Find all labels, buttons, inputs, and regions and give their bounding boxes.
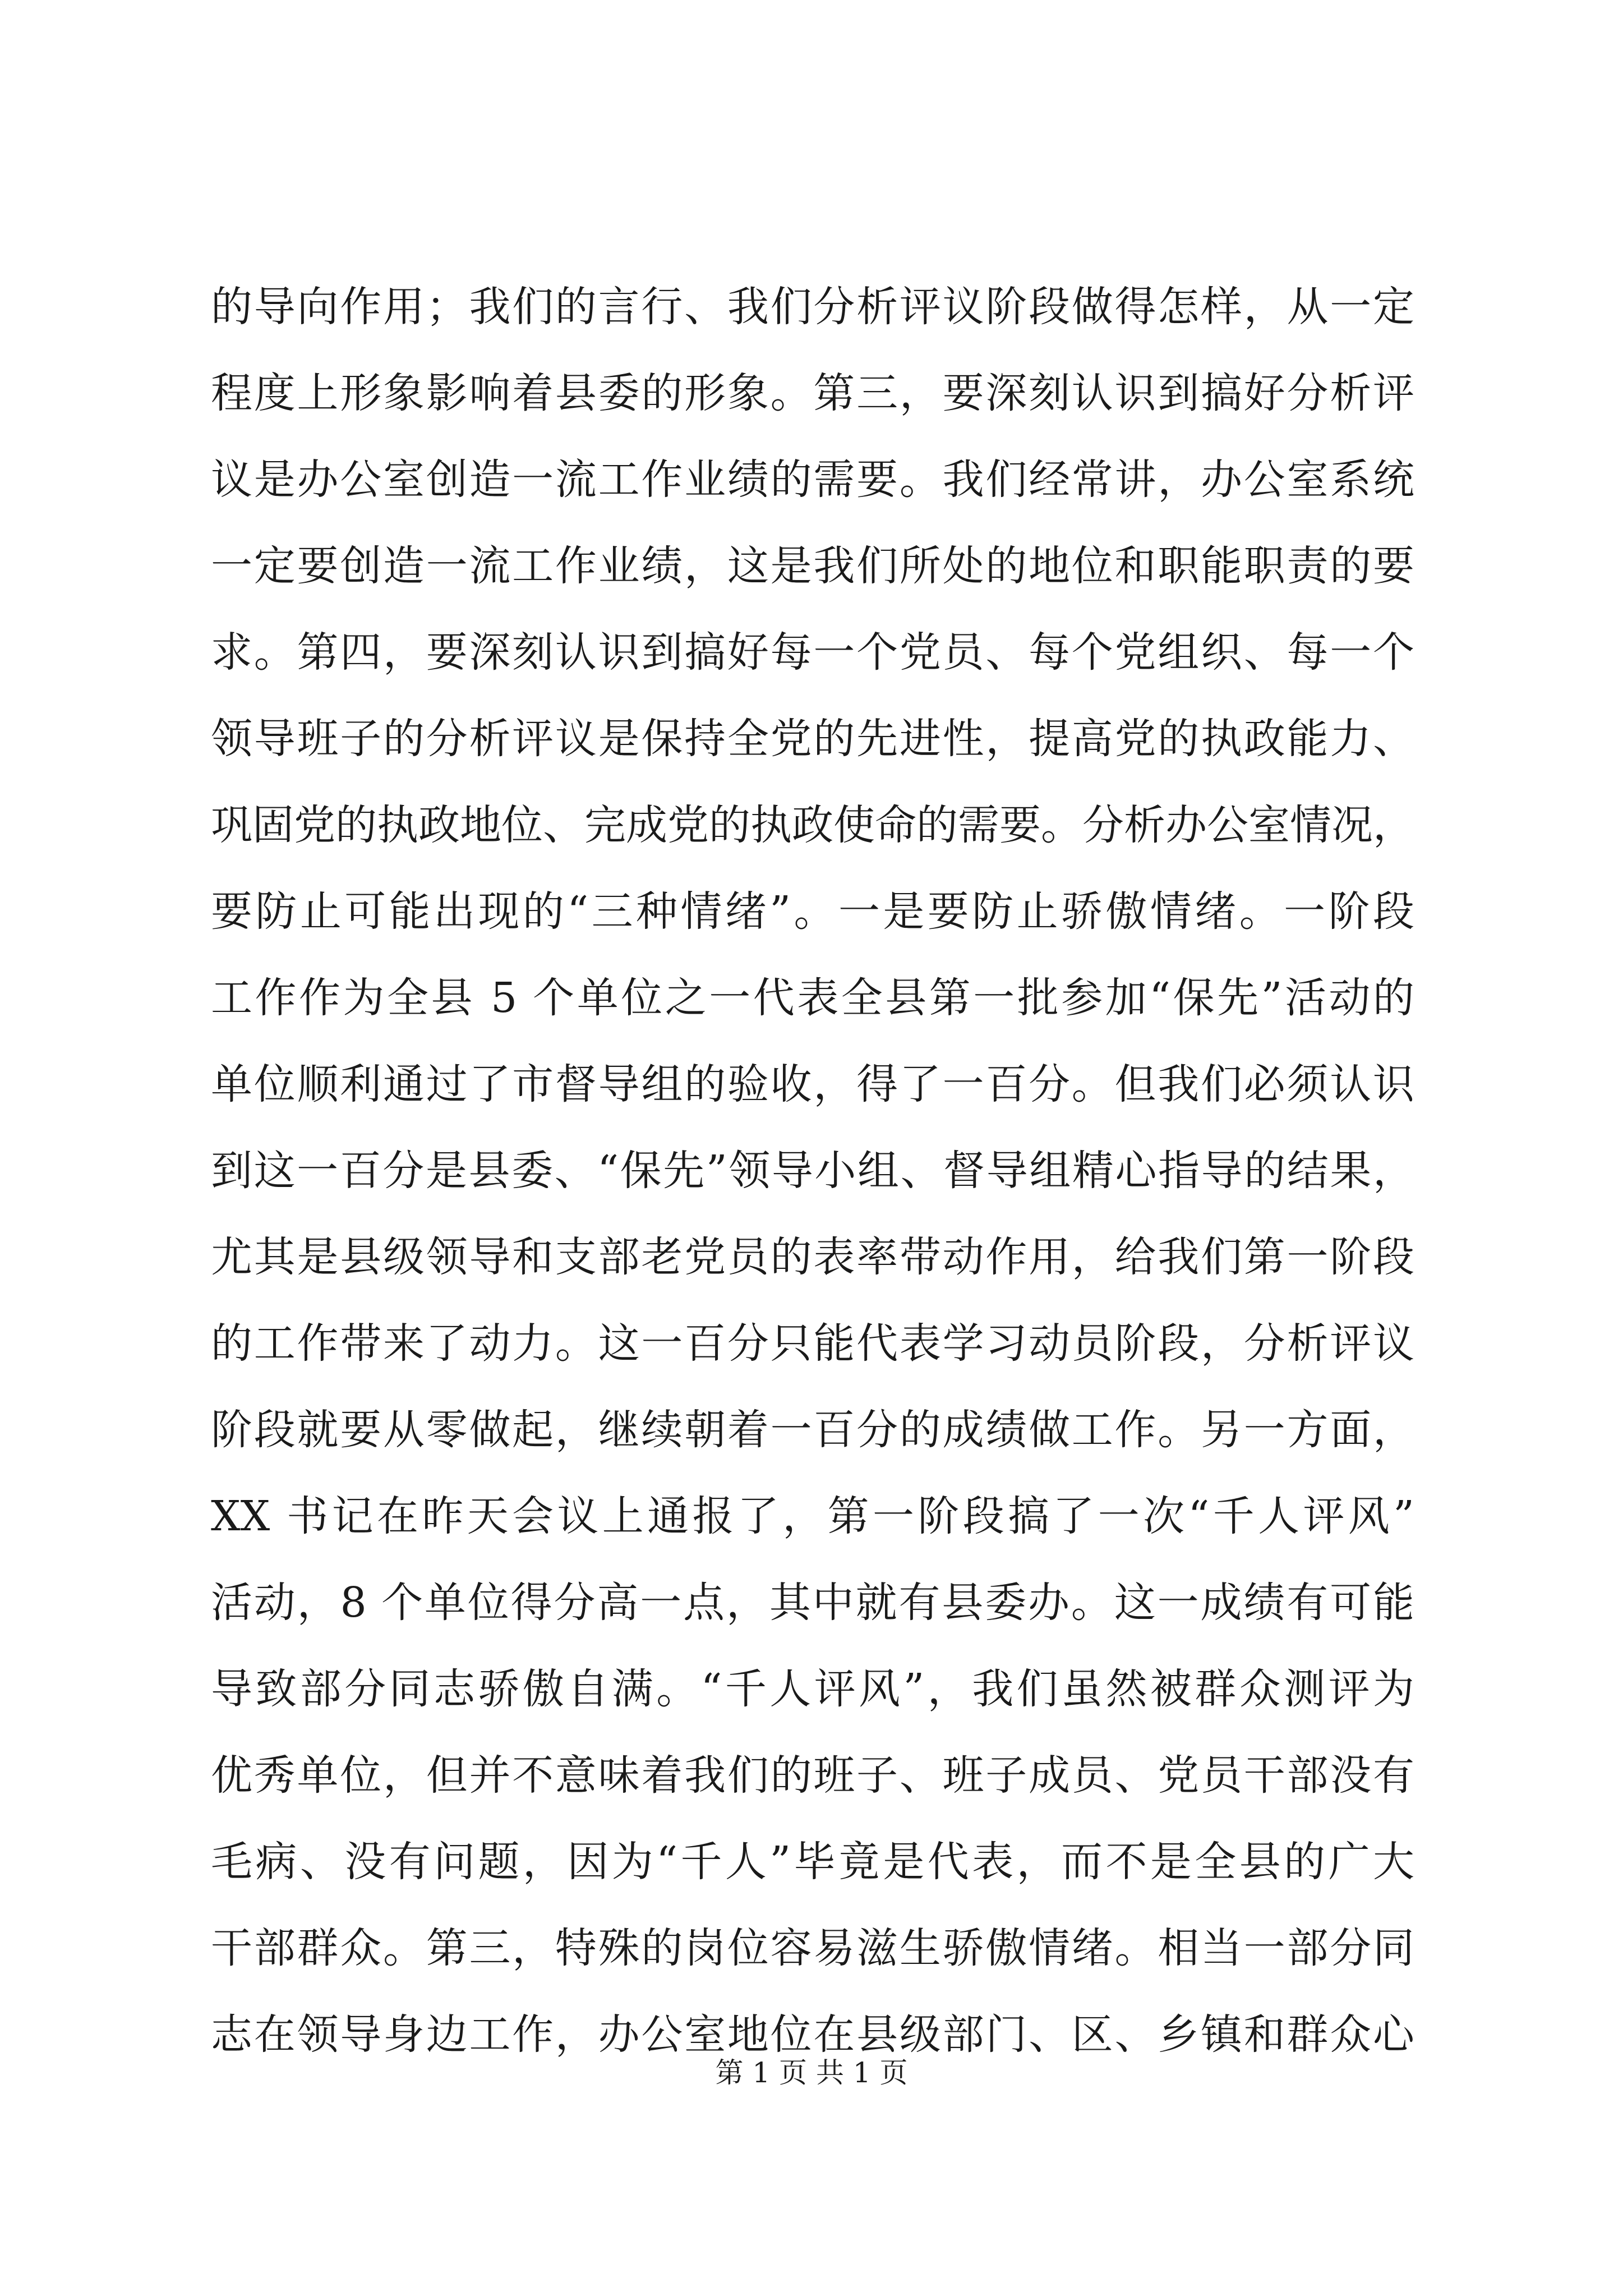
body-text [211,264,1414,2078]
text-line: 单位顺利通过了市督导组的验收，得了一百分。但我们必须认识 [211,1060,1414,1108]
text-line: 程度上形象影响着县委的形象。第三，要深刻认识到搞好分析评 [211,369,1414,417]
text-line: 活动，8 个单位得分高一点，其中就有县委办。这一成绩有可能 [211,1579,1414,1627]
text-line: 的导向作用；我们的言行、我们分析评议阶段做得怎样，从一定 [211,283,1414,331]
text-line: 求。第四，要深刻认识到搞好每一个党员、每个党组织、每一个 [211,628,1414,677]
text-line: XX 书记在昨天会议上通报了，第一阶段搞了一次“千人评风” [211,1492,1414,1540]
text-line: 尤其是县级领导和支部老党员的表率带动作用，给我们第一阶段 [211,1233,1414,1281]
text-line: 导致部分同志骄傲自满。“千人评风”，我们虽然被群众测评为 [211,1665,1414,1713]
text-line: 毛病、没有问题，因为“千人”毕竟是代表，而不是全县的广大 [211,1838,1414,1886]
text-line: 领导班子的分析评议是保持全党的先进性，提高党的执政能力、 [211,715,1414,763]
text-line: 议是办公室创造一流工作业绩的需要。我们经常讲，办公室系统 [211,455,1414,504]
text-line: 阶段就要从零做起，继续朝着一百分的成绩做工作。另一方面， [211,1406,1414,1454]
text-line: 要防止可能出现的“三种情绪”。一是要防止骄傲情绪。一阶段 [211,887,1414,936]
text-line: 到这一百分是县委、“保先”领导小组、督导组精心指导的结果， [211,1147,1414,1195]
text-line: 的工作带来了动力。这一百分只能代表学习动员阶段，分析评议 [211,1319,1414,1368]
text-line: 一定要创造一流工作业绩，这是我们所处的地位和职能职责的要 [211,542,1414,590]
text-line: 巩固党的执政地位、完成党的执政使命的需要。分析办公室情况， [211,801,1414,849]
text-line: 干部群众。第三，特殊的岗位容易滋生骄傲情绪。相当一部分同 [211,1924,1414,1972]
text-line: 工作作为全县 5 个单位之一代表全县第一批参加“保先”活动的 [211,974,1414,1022]
page-footer [0,2053,1623,2092]
page-number-label: 第 1 页 共 1 页 [715,2056,908,2089]
text-line: 志在领导身边工作，办公室地位在县级部门、区、乡镇和群众心 [211,2010,1414,2059]
text-line: 优秀单位，但并不意味着我们的班子、班子成员、党员干部没有 [211,1751,1414,1800]
